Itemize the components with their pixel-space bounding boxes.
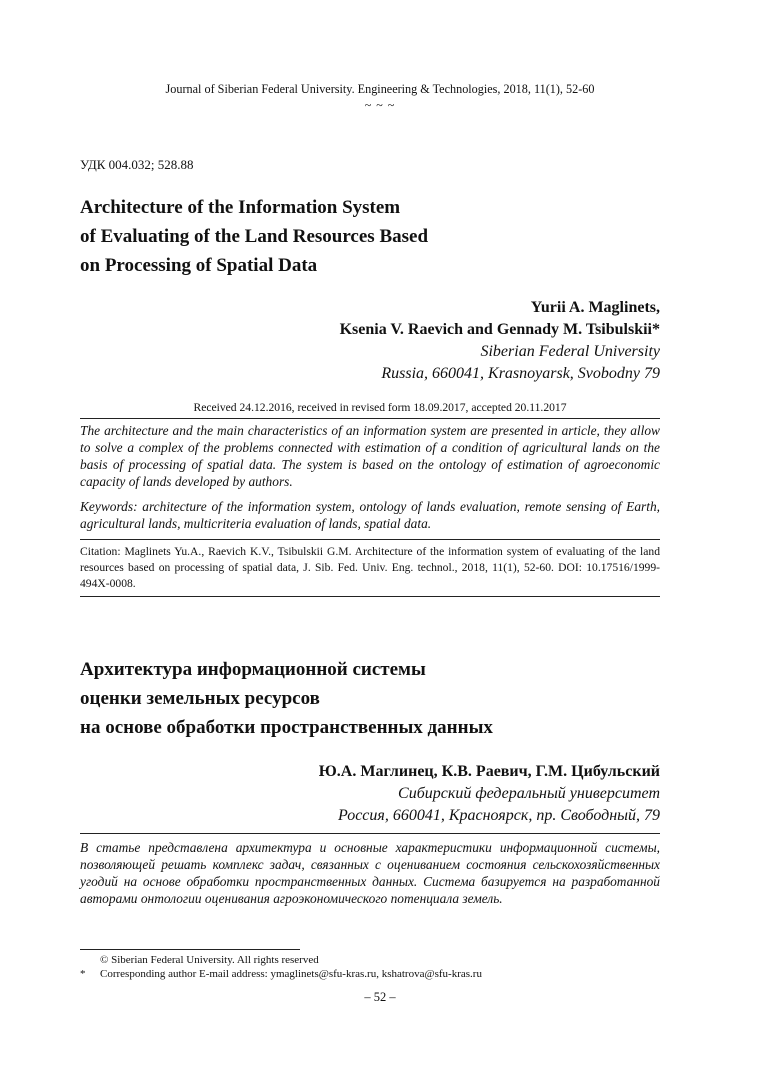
english-address: Russia, 660041, Krasnoyarsk, Svobodny 79: [381, 365, 660, 382]
russian-address: Россия, 660041, Красноярск, пр. Свободный, 79: [338, 807, 660, 824]
russian-abstract-top-rule: [80, 833, 660, 834]
footnote-copyright: © Siberian Federal University. All rights reserved: [100, 954, 319, 966]
footnote-rule: [80, 949, 300, 950]
citation-bottom-rule: [80, 596, 660, 597]
russian-title-line-2: оценки земельных ресурсов: [80, 688, 320, 709]
russian-authors-block: [319, 761, 660, 827]
english-authors-line-2: Ksenia V. Raevich and Gennady M. Tsibulskii*: [339, 321, 660, 338]
udk-code: УДК 004.032; 528.88: [80, 157, 194, 172]
english-affiliation: Siberian Federal University: [480, 343, 660, 360]
page-number: – 52 –: [364, 990, 396, 1004]
citation: Citation: Maglinets Yu.A., Raevich K.V., Tsibulskii G.M. Architecture of the information system of evaluating of the land resources based on processing of spatial data, J. Sib. Fed. Univ. Eng. technol., 2018, 11(1), 52-60. DOI: 10.17516/1999-494X-0008.: [80, 545, 660, 590]
header-separator: ~ ~ ~: [364, 98, 396, 112]
abstract-top-rule: [80, 418, 660, 419]
english-title-line-3: on Processing of Spatial Data: [80, 255, 318, 276]
citation-top-rule: [80, 539, 660, 540]
english-title: [80, 193, 600, 280]
russian-authors: Ю.А. Маглинец, К.В. Раевич, Г.М. Цибульский: [318, 763, 660, 780]
footnote-corresponding-text: Corresponding author E-mail address: ymaglinets@sfu-kras.ru, kshatrova@sfu-kras.ru: [100, 968, 482, 980]
english-authors-line-1: Yurii A. Maglinets,: [530, 299, 660, 316]
english-keywords: Keywords: architecture of the information system, ontology of lands evaluation, remote sensing of Earth, agricultural lands, multicriteria evaluation of lands, spatial data.: [80, 499, 660, 531]
english-title-line-2: of Evaluating of the Land Resources Based: [80, 226, 429, 247]
russian-title-line-3: на основе обработки пространственных данных: [80, 717, 493, 738]
received-dates: Received 24.12.2016, received in revised form 18.09.2017, accepted 20.11.2017: [193, 401, 567, 414]
english-abstract: The architecture and the main characteristics of an information system are presented in article, they allow to solve a complex of the problems connected with estimation of a condition of agricultural lands on the basis of processing of spatial data. The system is based on the ontology of estimation of agroeconomic capacity of lands developed by authors.: [80, 423, 660, 489]
russian-title: [80, 655, 640, 742]
russian-affiliation: Сибирский федеральный университет: [398, 785, 660, 802]
footnote-star: *: [80, 968, 86, 980]
russian-abstract: В статье представлена архитектура и основные характеристики информационной системы, позволяющей решать комплекс задач, связанных с оцениванием состояния сельскохозяйственных угодий на основе обработки пространственных данных. Система базируется на разработанной авторами онтологии оценивания агроэкономического потенциала земель.: [80, 840, 660, 906]
english-authors-block: [340, 297, 660, 385]
journal-header: Journal of Siberian Federal University. Engineering & Technologies, 2018, 11(1), 52-60: [165, 82, 595, 96]
footnote-corresponding: [80, 967, 482, 981]
russian-title-line-1: Архитектура информационной системы: [80, 659, 426, 680]
english-title-line-1: Architecture of the Information System: [80, 197, 401, 218]
